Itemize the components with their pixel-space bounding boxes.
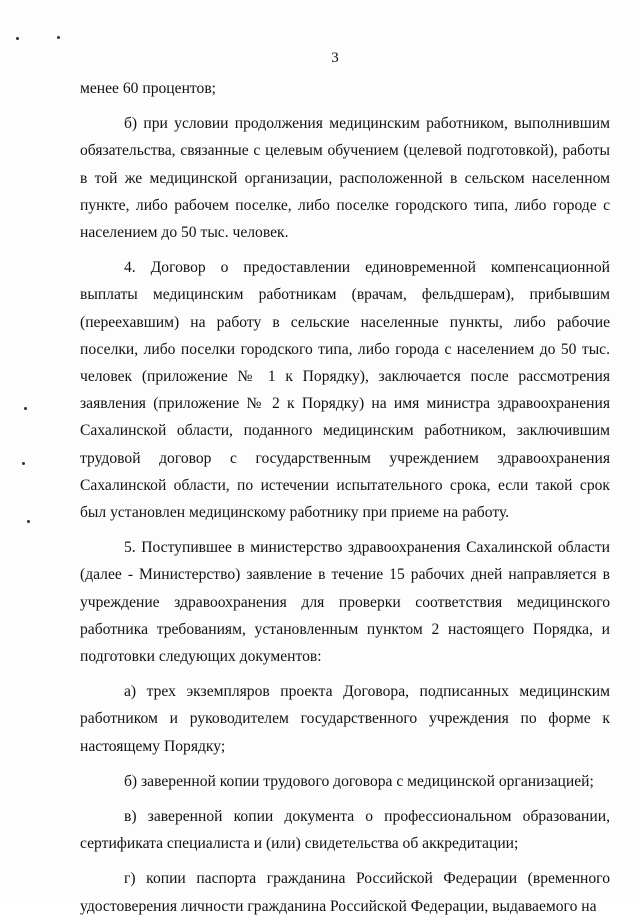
list-item-b: б) заверенной копии трудового договора с медицинской организацией;: [124, 772, 594, 790]
scan-speck: [24, 407, 27, 410]
paragraph-continuation: менее 60 процентов;: [80, 80, 217, 97]
paragraph-item-b: б) при условии продолжения медицинским работником, выполнившим обязательства, связанные с целевым обучением (целевой подготовкой), работы в той же медицинской организации, расположенной в сельском населенном пункте, либо рабочем поселке, либо поселке городского типа, либо городе с населением до 50 тыс. человек.: [80, 115, 610, 242]
scan-speck: [27, 520, 30, 523]
scan-speck: [22, 462, 25, 465]
list-item-g: г) копии паспорта гражданина Российской Федерации (временного удостоверения личности гражданина Российской Федерации, выдаваемого на: [80, 870, 610, 915]
scan-speck: [57, 36, 60, 39]
paragraph-5: 5. Поступившее в министерство здравоохранения Сахалинской области (далее - Министерство) заявление в течение 15 рабочих дней направляется в учреждение здравоохранения для проверки соответствия медицинского работника требованиям, установленным пунктом 2 настоящего Порядка, и подготовки следующих документов:: [80, 539, 610, 666]
list-item-a: а) трех экземпляров проекта Договора, подписанных медицинским работником и руководителем государственного учреждения по форме к настоящему Порядку;: [80, 683, 610, 755]
list-item-v: в) заверенной копии документа о профессиональном образовании, сертификата специалиста и (или) свидетельства об аккредитации;: [80, 808, 610, 853]
document-body: [80, 75, 610, 920]
paragraph-4: 4. Договор о предоставлении единовременной компенсационной выплаты медицинским работникам (врачам, фельдшерам), прибывшим (переехавшим) на работу в сельские населенные пункты, либо рабочие поселки, либо поселки городского типа, либо города с населением до 50 тыс. человек (приложение № 1 к Порядку), заключается после рассмотрения заявления (приложение № 2 к Порядку) на имя министра здравоохранения Сахалинской области, поданного медицинским работником, заключившим трудовой договор с государственным учреждением здравоохранения Сахалинской области, по истечении испытательного срока, если такой срок был установлен медицинскому работнику при приеме на работу.: [80, 259, 610, 522]
page-number: 3: [331, 50, 339, 66]
scan-speck: [16, 37, 19, 40]
